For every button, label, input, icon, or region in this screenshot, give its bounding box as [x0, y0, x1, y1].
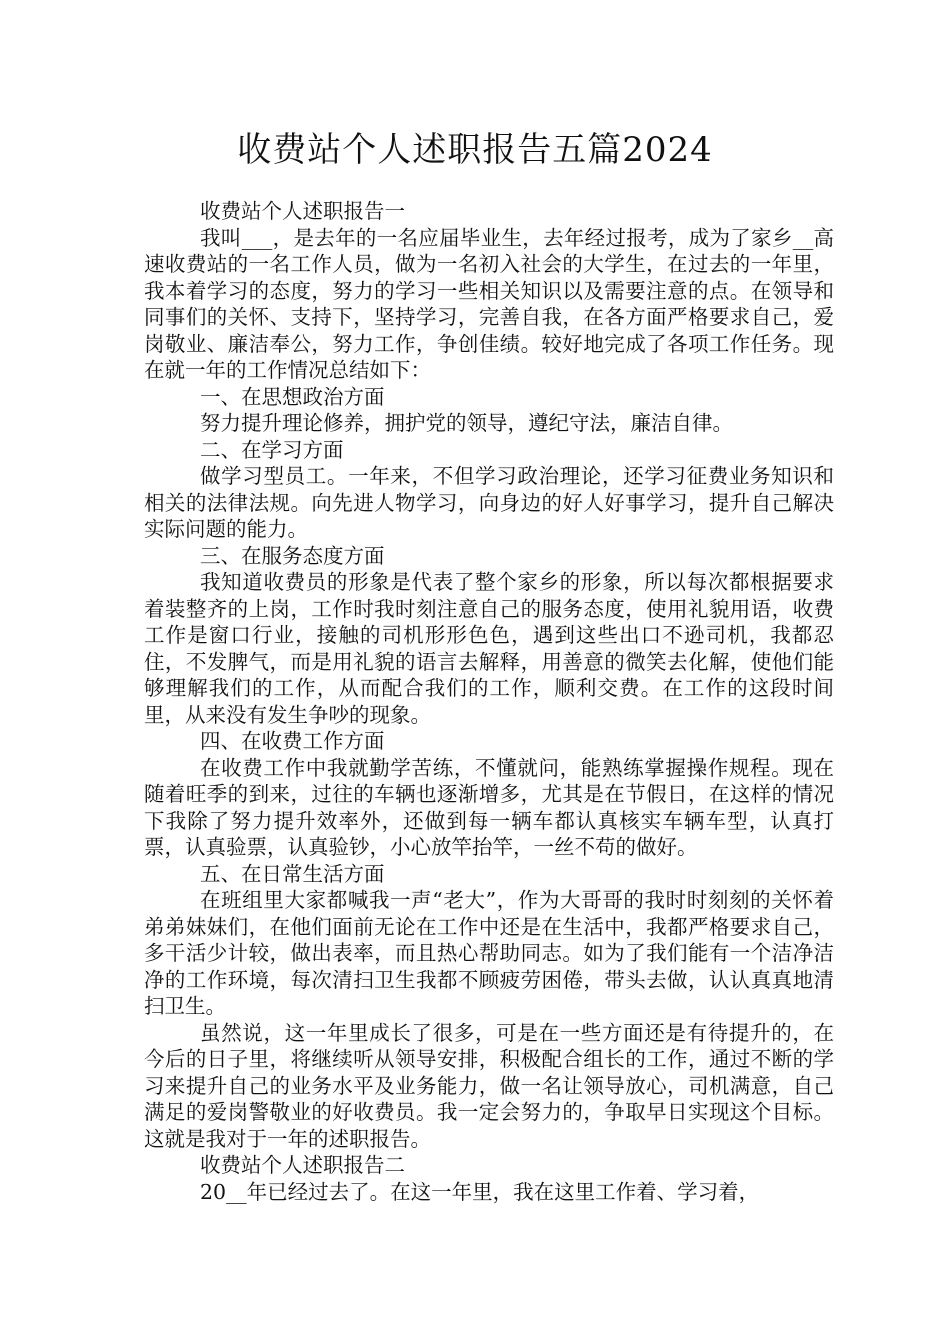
paragraph-conclusion: 虽然说，这一年里成长了很多，可是在一些方面还是有待提升的，在今后的日子里，将继续听从领导安排，积极配合组长的工作，通过不断的学习来提升自己的业务水平及业务能力，做一名让领导放心，司机满意，自己满足的爱岗警敬业的好收费员。我一定会努力的，争取早日实现这个目标。这就是我对于一年的述职报告。 — [144, 1020, 834, 1151]
section-heading-report-1: 收费站个人述职报告一 — [200, 199, 405, 223]
section-heading-political: 一、在思想政治方面 — [200, 384, 385, 409]
section-heading-learning: 二、在学习方面 — [200, 437, 344, 462]
section-heading-service: 三、在服务态度方面 — [200, 543, 385, 568]
section-heading-daily-life: 五、在日常生活方面 — [200, 861, 385, 886]
paragraph-toll-work: 在收费工作中我就勤学苦练，不懂就问，能熟练掌握操作规程。现在随着旺季的到来，过往的车辆也逐渐增多，尤其是在节假日，在这样的情况下我除了努力提升效率外，还做到每一辆车都认真核实车辆车型，认真打票，认真验票，认真验钞，小心放竿抬竿，一丝不苟的做好。 — [144, 755, 834, 859]
paragraph-daily-life: 在班组里大家都喊我一声“老大”，作为大哥哥的我时时刻刻的关怀着弟弟妹妹们，在他们面前无论在工作中还是在生活中，我都严格要求自己，多干活少计较，做出表率，而且热心帮助同志。如为了我们能有一个洁净洁净的工作环境，每次清扫卫生我都不顾疲劳困倦，带头去做，认认真真地清扫卫生。 — [144, 888, 834, 1018]
paragraph-political: 努力提升理论修养，拥护党的领导，遵纪守法，廉洁自律。 — [200, 411, 733, 435]
section-heading-toll-work: 四、在收费工作方面 — [200, 729, 385, 753]
paragraph-report-2-start: 20__年已经过去了。在这一年里，我在这里工作着、学习着， — [200, 1179, 760, 1204]
document-title: 收费站个人述职报告五篇2024 — [237, 130, 713, 170]
paragraph-service: 我知道收费员的形象是代表了整个家乡的形象，所以每次都根据要求着装整齐的上岗，工作时我时刻注意自己的服务态度，使用礼貌用语，收费工作是窗口行业，接触的司机形形色色，遇到这些出口不逊司机，我都忍住，不发脾气，而是用礼貌的语言去解释，用善意的微笑去化解，使他们能够理解我们的工作，从而配合我们的工作，顺利交费。在工作的这段时间里，从来没有发生争吵的现象。 — [144, 570, 834, 727]
paragraph-introduction: 我叫___，是去年的一名应届毕业生，去年经过报考，成为了家乡__高速收费站的一名工作人员，做为一名初入社会的大学生，在过去的一年里，我本着学习的态度，努力的学习一些相关知识以及需要注意的点。在领导和同事们的关怀、支持下，坚持学习，完善自我，在各方面严格要求自己，爱岗敬业、廉洁奉公，努力工作，争创佳绩。较好地完成了各项工作任务。现在就一年的工作情况总结如下： — [144, 225, 834, 382]
paragraph-learning: 做学习型员工。一年来，不但学习政治理论，还学习征费业务知识和相关的法律法规。向先进人物学习，向身边的好人好事学习，提升自己解决实际问题的能力。 — [144, 464, 834, 541]
document-body — [144, 198, 834, 1205]
section-heading-report-2: 收费站个人述职报告二 — [200, 1153, 405, 1177]
